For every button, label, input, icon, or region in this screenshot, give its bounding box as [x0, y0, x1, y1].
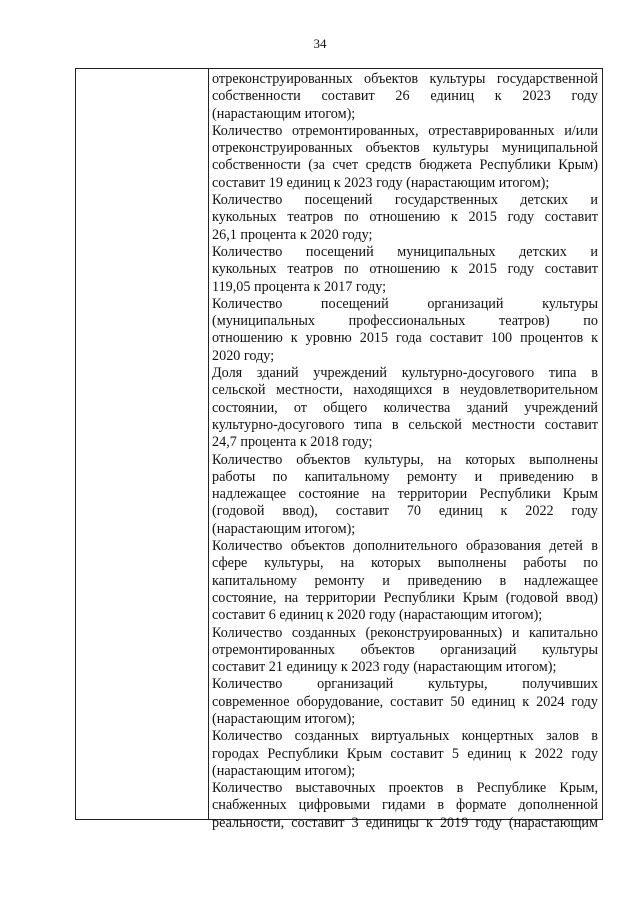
text-line: кукольных театров по отношению к 2015 году составит: [212, 209, 598, 226]
text-line: городах Республики Крым составит 5 единиц к 2022 году: [212, 745, 598, 762]
text-line: Количество объектов дополнительного образования детей в: [212, 538, 598, 555]
text-line: Количество объектов культуры, на которых выполнены: [212, 451, 598, 468]
text-line: современное оборудование, составит 50 единиц к 2024 году: [212, 693, 598, 710]
text-line: капитальному ремонту и приведению в надлежащее: [212, 572, 598, 589]
text-line: Количество организаций культуры, получивших: [212, 676, 598, 693]
text-line: Количество созданных (реконструированных) и капитально: [212, 624, 598, 641]
text-line: 119,05 процента к 2017 году;: [212, 278, 387, 295]
text-line: Количество созданных виртуальных концертных залов в: [212, 728, 598, 745]
text-line: кукольных театров по отношению к 2015 году составит: [212, 261, 598, 278]
text-line: (нарастающим итогом);: [212, 105, 356, 122]
text-line: собственности (за счет средств бюджета Республики Крым): [212, 157, 598, 174]
text-line: составит 21 единицу к 2023 году (нарастающим итогом);: [212, 659, 557, 676]
text-line: отреконструированных объектов культуры муниципальной: [212, 140, 598, 157]
text-line: собственности составит 26 единиц к 2023 году: [212, 88, 598, 105]
text-line: сельской местности, находящихся в неудовлетворительном: [212, 382, 598, 399]
text-line: (нарастающим итогом);: [212, 710, 356, 727]
text-line: отремонтированных объектов организаций культуры: [212, 641, 598, 658]
text-line: (нарастающим итогом);: [212, 520, 356, 537]
text-line: отношению к уровню 2015 года составит 100 процентов к: [212, 330, 598, 347]
document-table: [75, 68, 603, 831]
table-left-column: [76, 69, 209, 819]
text-line: составит 6 единиц к 2020 году (нарастающим итогом);: [212, 607, 543, 624]
text-line: (нарастающим итогом);: [212, 762, 356, 779]
text-line: сфере культуры, на которых выполнены работы по: [212, 555, 598, 572]
page-number: 34: [313, 36, 327, 51]
text-line: снабженных цифровыми гидами в формате дополненной: [212, 797, 598, 814]
text-line: составит 19 единиц к 2023 году (нарастающим итогом);: [212, 174, 550, 191]
text-line: Количество выставочных проектов в Республике Крым,: [212, 780, 598, 797]
text-line: работы по капитальному ремонту и приведению в: [212, 468, 598, 485]
text-line: 26,1 процента к 2020 году;: [212, 226, 373, 243]
text-line: 24,7 процента к 2018 году;: [212, 434, 373, 451]
text-line: состоянии, от общего количества зданий учреждений: [212, 399, 598, 416]
text-line: Количество отремонтированных, отреставрированных и/или: [212, 122, 598, 139]
text-line: Количество посещений муниципальных детских и: [212, 243, 598, 260]
text-line: культурно-досугового типа в сельской местности составит: [212, 416, 598, 433]
text-line: реальности, составит 3 единицы к 2019 году (нарастающим: [212, 814, 598, 831]
text-line: Количество посещений организаций культуры: [212, 295, 598, 312]
text-line: состояние, на территории Республики Крым (годовой ввод): [212, 589, 598, 606]
text-line: Количество посещений государственных детских и: [212, 192, 598, 209]
text-line: отреконструированных объектов культуры государственной: [212, 71, 598, 87]
table-right-column: [208, 69, 602, 831]
text-line: 2020 году;: [212, 347, 275, 364]
text-line: (годовой ввод), составит 70 единиц к 2022 году: [212, 503, 598, 520]
text-line: Доля зданий учреждений культурно-досугового типа в: [212, 365, 598, 382]
text-line: надлежащее состояние на территории Республики Крым: [212, 486, 598, 503]
text-line: (муниципальных профессиональных театров) по: [212, 313, 598, 330]
